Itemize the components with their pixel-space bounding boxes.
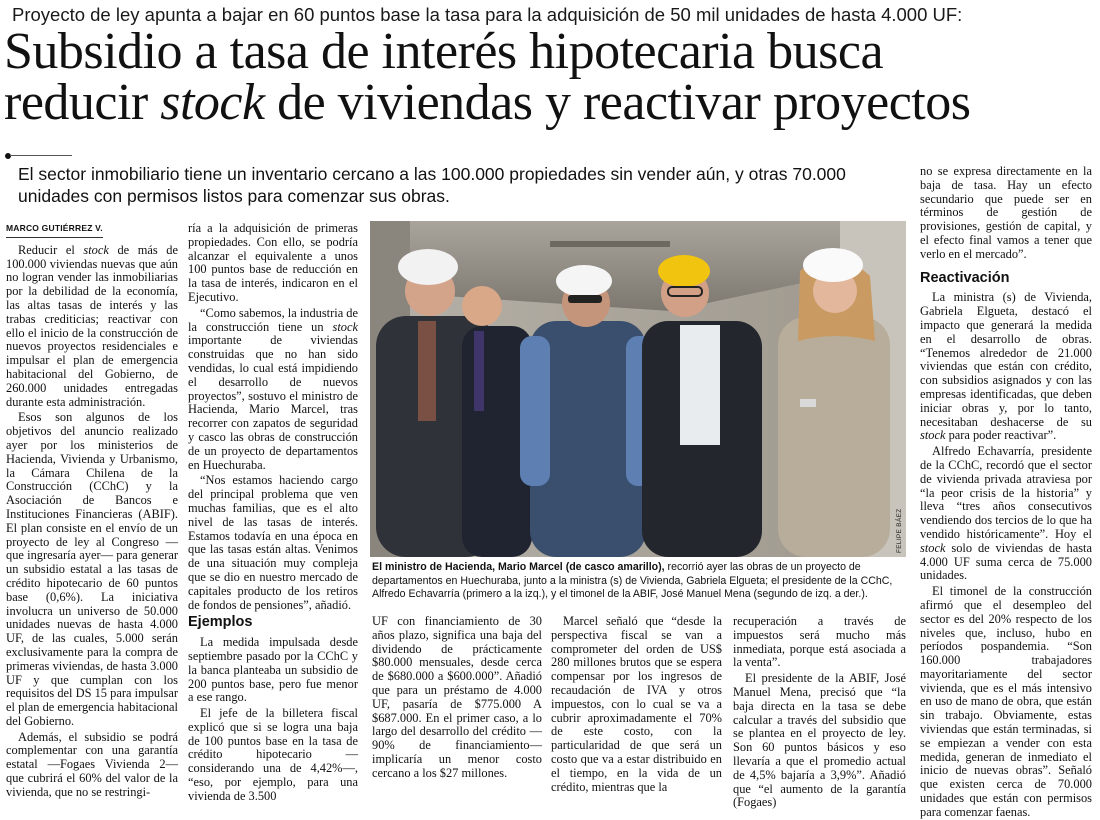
- column-4: [551, 615, 722, 794]
- paragraph: La medida impulsada desde septiembre pasado por la CChC y la banca planteaba un subsidio de 200 puntos base, pero fue menor a ese rango.: [188, 635, 358, 705]
- headline-line-2-pre: reducir: [4, 74, 161, 131]
- subhead-ejemplos: Ejemplos: [188, 614, 253, 631]
- paragraph: El timonel de la construcción afirmó que el desempleo del sector es del 20% respecto de los niveles que, incluso, hubo en períodos pospandemia. “Son 160.000 trabajadores mayoritariamente del sector vivienda, que es el más intensivo en uso de mano de obra, que están sin trabajo. Obviamente, estas viviendas que están terminadas, si se empiezan a vender con esta medida, generan de inmediato el inicio de nuevas obras”. Señaló que existen cerca de 70.000 unidades que están con permisos para comenzar faenas.: [920, 584, 1092, 819]
- caption-text: recorrió ayer las obras de un proyecto de departamentos en Huechuraba, junto a la ministra (s) de Vivienda, Gabriela Elgueta; el presidente de la CChC, Alfredo Echavarría (primero a la izq.), y el timonel de la ABIF, José Manuel Mena (segundo de izq. a der.).: [372, 561, 893, 600]
- paragraph: El presidente de la ABIF, José Manuel Mena, precisó que “la baja directa en la tasa se debe calcular a través del subsidio que se plantea en el proyecto de ley. Son 60 puntos básicos y eso llevaría a que el promedio actual de 4,5% bajaría a 3,9%”. Añadió que “el aumento de la garantía (Fogaes): [733, 671, 906, 810]
- column-1: [6, 221, 178, 800]
- paragraph: El jefe de la billetera fiscal explicó que si se logra una baja de 100 puntos base en la tasa de crédito hipotecario —considerando una de 4,42%—, “eso, por ejemplo, para una vivienda de 3.500: [188, 706, 358, 803]
- column-5: [733, 615, 906, 810]
- headline-line-2: [4, 74, 1098, 131]
- divider-line: [10, 155, 72, 156]
- paragraph: no se expresa directamente en la baja de tasa. Hay un efecto secundario que puede ser en términos de gestión de provisiones, gestión de capital, y el efecto final vamos a tener que verlo en el mercado”.: [920, 164, 1092, 261]
- subhead-reactivacion: Reactivación: [920, 269, 1010, 286]
- headline: [4, 23, 1098, 131]
- paragraph: recuperación a través de impuestos será mucho más inmediata, porque está asociada a la venta”.: [733, 614, 906, 670]
- paragraph: La ministra (s) de Vivienda, Gabriela Elgueta, destacó el impacto que generará la medida en el desarrollo de obras. “Tenemos alrededor de 21.000 viviendas que están con crédito, con subsidios asignados y con las empresas identificadas, que deben iniciar obras y, por lo tanto, necesitaban deshacerse de su stock para poder reactivar”.: [920, 290, 1092, 443]
- headline-line-2-em: stock: [160, 74, 265, 131]
- paragraph: Esos son algunos de los objetivos del anuncio realizado ayer por los ministerios de Hacienda, Vivienda y Urbanismo, la Cámara Chilena de la Construcción (CChC) y la Asociación de Bancos e Instituciones Financieras (ABIF). El plan consiste en el envío de un proyecto de ley al Congreso —que ingresaría ayer— para generar un subsidio estatal a las tasas de crédito hipotecario de 60 puntos base (0,6%). La iniciativa involucra un universo de 50.000 unidades nuevas de hasta 4.000 UF, de las cuales, 5.000 serán exclusivamente para la compra de primeras viviendas, de hasta 3.000 UF y que cumplan con los requisitos del DS 15 para impulsar el plan de emergencia habitacional del Gobierno.: [6, 410, 178, 728]
- paragraph: UF con financiamiento de 30 años plazo, significa una baja del dividendo de prácticamente $80.000 mensuales, desde cerca de $680.000 a $600.000”. Añadió que para un préstamo de 4.000 UF, pasaría de $775.000 A $687.000. En el primer caso, a lo largo del desarrollo del crédito —90% de financiamiento— implicaría un menor costo cercano a los $27 millones.: [372, 614, 542, 780]
- byline: MARCO GUTIÉRREZ V.: [6, 222, 103, 238]
- photo-caption: [372, 561, 906, 602]
- paragraph: Además, el subsidio se podrá complementar con una garantía estatal —Fogaes Vivienda 2— que cubrirá el 60% del valor de la vivienda, que no se restringi-: [6, 729, 178, 799]
- paragraph: Alfredo Echavarría, presidente de la CChC, recordó que el sector de vivienda privada atraviesa por “la peor crisis de la historia” y lleva “tres años consecutivos vendiendo dos tercios de lo que ha vendido históricamente”. Hoy el stock solo de viviendas de hasta 4.000 UF suma cerca de 75.000 unidades.: [920, 444, 1092, 583]
- italic-term: stock: [332, 319, 358, 334]
- italic-term: stock: [920, 540, 946, 555]
- dek: El sector inmobiliario tiene un inventario cercano a las 100.000 propiedades sin vender aún, y otras 70.000 unidades con permisos listos para comenzar sus obras.: [18, 164, 846, 206]
- photo-illustration: [370, 221, 906, 557]
- caption-lead: El ministro de Hacienda, Mario Marcel (de casco amarillo),: [372, 561, 665, 573]
- paragraph: Reducir el stock de más de 100.000 viviendas nuevas que aún no logran vender las inmobiliarias por la debilidad de la economía, las altas tasas de interés y las trabas crediticias; reactivar con ello el inicio de la construcción de nuevos proyectos residenciales e impulsar el plan de emergencia habitacional del Gobierno, de 260.000 unidades entregadas durante esta administración.: [6, 242, 178, 409]
- paragraph: Marcel señaló que “desde la perspectiva fiscal se van a comprometer del orden de US$ 280 millones brutos que se espera compensar por los ingresos de recaudación de IVA y otros impuestos, con lo cual se va a cubrir aproximadamente el 70% de este costo, con la particularidad de que será un costo que va a estar distribuido en el tiempo, en la vida de un crédito, mientras que la: [551, 614, 722, 794]
- divider-dot: [5, 153, 11, 159]
- news-photo: [370, 221, 906, 557]
- italic-term: stock: [920, 428, 946, 443]
- column-6: [920, 165, 1092, 820]
- headline-line-2-post: de viviendas y reactivar proyectos: [264, 74, 971, 131]
- column-2: [188, 222, 358, 804]
- paragraph: “Como sabemos, la industria de la construcción tiene un stock importante de viviendas construidas que no han sido vendidas, lo cual está impidiendo el desarrollo de nuevos proyectos”, sostuvo el ministro de Hacienda, Mario Marcel, tras recorrer con zapatos de seguridad y casco las obras de construcción de un proyecto de departamentos en Huechuraba.: [188, 305, 358, 472]
- photo-credit: FELIPE BÁEZ: [896, 508, 903, 553]
- headline-line-1: Subsidio a tasa de interés hipotecaria busca: [4, 23, 884, 80]
- paragraph: ría a la adquisición de primeras propiedades. Con ello, se podría alcanzar el equivalente a unos 100 puntos base de reducción en la tasa de interés, indicaron en el Ejecutivo.: [188, 221, 358, 304]
- column-3: [372, 615, 542, 781]
- paragraph: “Nos estamos haciendo cargo del principal problema que ven muchas familias, que es el alto nivel de las tasas de interés. Estamos todavía en una época en que las tasas están altas. Venimos de una situación muy compleja que se dio en nuestro mercado de capitales producto de los retiros de fondos de pensiones”, añadió.: [188, 473, 358, 612]
- kicker: Proyecto de ley apunta a bajar en 60 puntos base la tasa para la adquisición de 50 mil unidades de hasta 4.000 UF:: [12, 4, 963, 25]
- italic-term: stock: [83, 242, 109, 257]
